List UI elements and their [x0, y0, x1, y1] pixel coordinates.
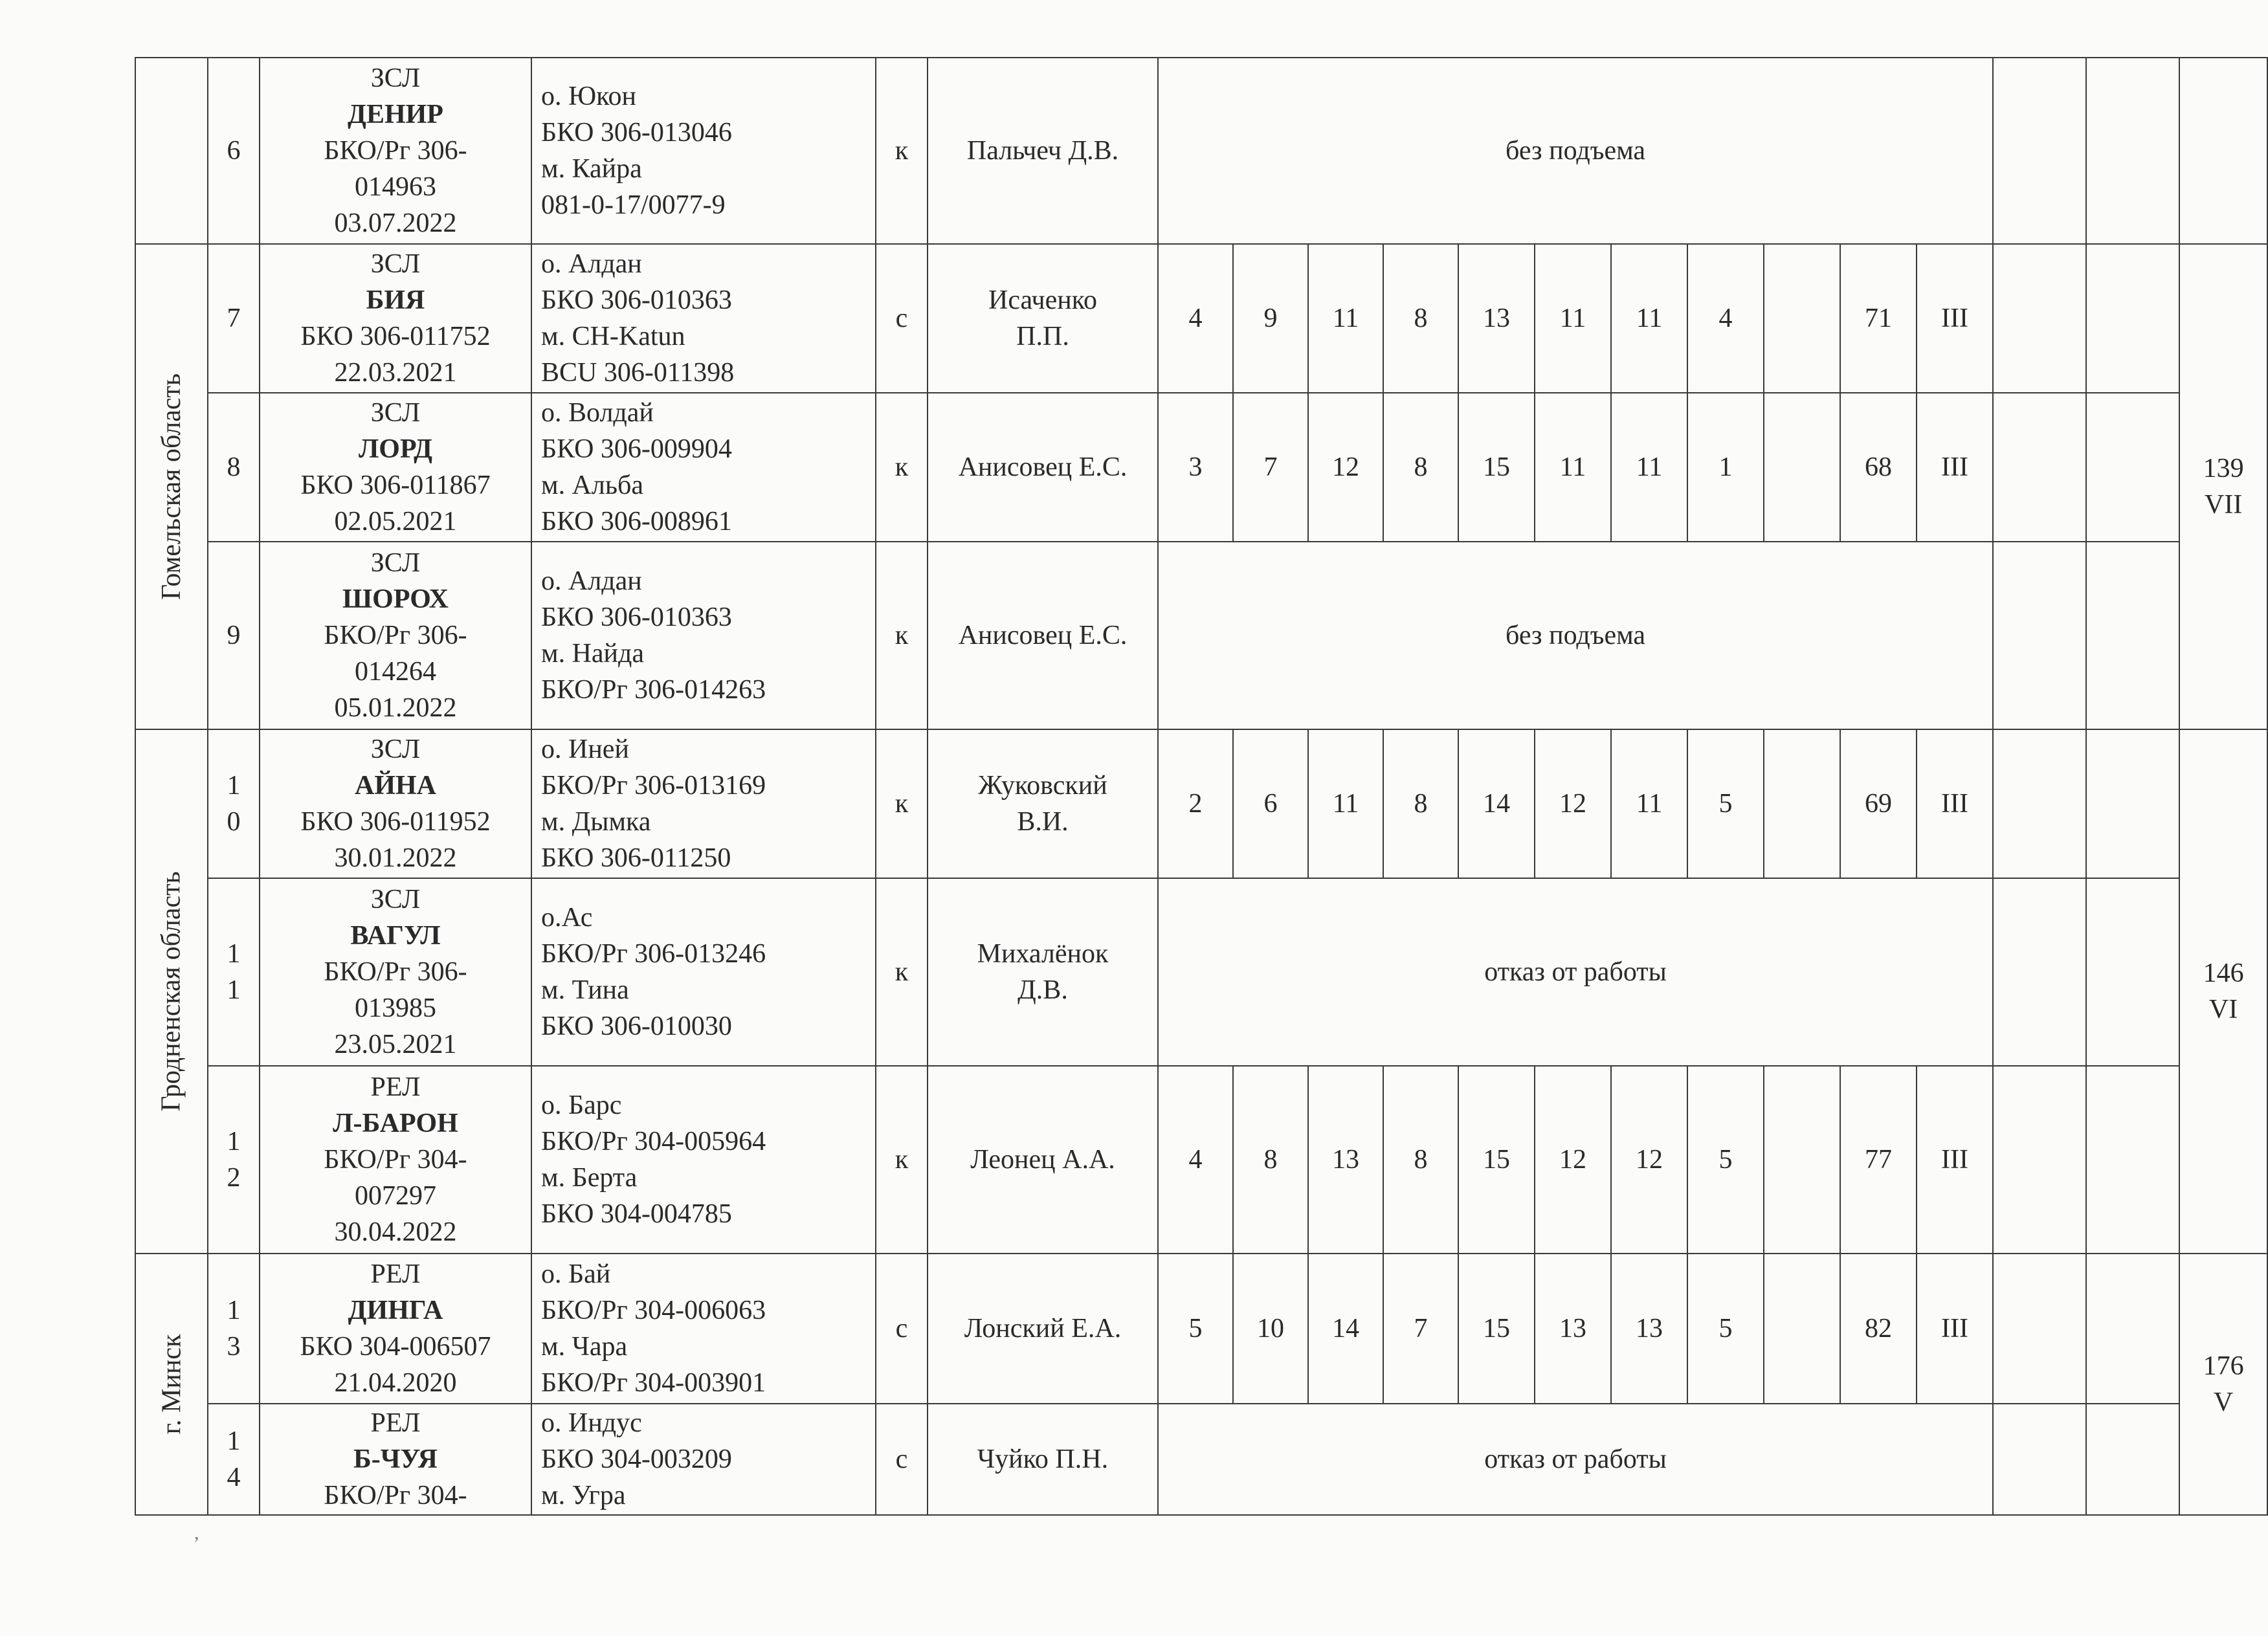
score-cell: 11 — [1308, 729, 1383, 878]
dog-name: Л-БАРОН — [333, 1109, 458, 1138]
score-cell: 14 — [1458, 729, 1535, 878]
blank-cell — [2086, 542, 2179, 729]
score-cell: 12 — [1535, 1066, 1611, 1254]
dog-birth-date: 21.04.2020 — [334, 1368, 457, 1398]
blank-cell — [1993, 393, 2086, 542]
dog-parents: о. Иней БКО/Рг 306-013169 м. Дымка БКО 306-011250 — [531, 729, 876, 878]
total-score: 82 — [1840, 1254, 1917, 1404]
region-label: Гомельская область — [157, 373, 187, 601]
score-cell: 1 — [1687, 393, 1764, 542]
dog-registration: БКО/Рг 306- 014963 — [324, 136, 467, 202]
score-cell: 10 — [1233, 1254, 1308, 1404]
dog-parents: о. Бай БКО/Рг 304-006063 м. Чара БКО/Рг 304-003901 — [531, 1254, 876, 1404]
score-cell: 11 — [1611, 393, 1687, 542]
score-cell: 9 — [1233, 244, 1308, 393]
dog-parents: о. Барс БКО/Рг 304-005964 м. Берта БКО 304-004785 — [531, 1066, 876, 1254]
dog-breed: РЕЛ — [370, 1259, 421, 1289]
owner-name: Исаченко П.П. — [928, 244, 1158, 393]
blank-cell — [1993, 878, 2086, 1066]
score-cell: 8 — [1383, 1066, 1458, 1254]
score-cell — [1764, 244, 1840, 393]
row-number: 1 4 — [208, 1404, 260, 1515]
dog-registration: БКО/Рг 304- 007297 — [324, 1145, 467, 1211]
dog-sex: к — [876, 58, 928, 244]
score-cell: 11 — [1535, 393, 1611, 542]
dog-info — [260, 1066, 531, 1254]
dog-info — [260, 393, 531, 542]
score-cell: 12 — [1611, 1066, 1687, 1254]
region-cell-empty — [135, 58, 208, 244]
dog-parents: о. Алдан БКО 306-010363 м. Найда БКО/Рг 306-014263 — [531, 542, 876, 729]
score-cell: 6 — [1233, 729, 1308, 878]
region-label: Гродненская область — [157, 871, 186, 1112]
blank-cell — [1993, 1254, 2086, 1404]
dog-name: БИЯ — [366, 285, 425, 315]
blank-cell — [1993, 1066, 2086, 1254]
dog-parents: о. Волдай БКО 306-009904 м. Альба БКО 306-008961 — [531, 393, 876, 542]
dog-breed: ЗСЛ — [370, 63, 421, 93]
score-cell: 11 — [1611, 244, 1687, 393]
region-label: г. Минск — [157, 1334, 186, 1435]
score-cell: 8 — [1383, 244, 1458, 393]
dog-breed: ЗСЛ — [370, 885, 421, 914]
owner-name: Пальчеч Д.В. — [928, 58, 1158, 244]
dog-name: ЛОРД — [358, 434, 433, 464]
table-row — [135, 1404, 2267, 1515]
dog-name: ДИНГА — [348, 1296, 443, 1325]
score-cell: 7 — [1383, 1254, 1458, 1404]
dog-breed: ЗСЛ — [370, 398, 421, 428]
score-cell: 5 — [1687, 1066, 1764, 1254]
score-cell: 3 — [1158, 393, 1233, 542]
dog-birth-date: 05.01.2022 — [334, 693, 457, 723]
owner-name: Михалёнок Д.В. — [928, 878, 1158, 1066]
dog-info — [260, 58, 531, 244]
owner-name: Анисовец Е.С. — [928, 393, 1158, 542]
score-cell: 5 — [1158, 1254, 1233, 1404]
score-cell: 4 — [1158, 1066, 1233, 1254]
row-number: 7 — [208, 244, 260, 393]
score-cell — [1764, 393, 1840, 542]
score-cell: 13 — [1611, 1254, 1687, 1404]
score-cell: 5 — [1687, 729, 1764, 878]
dog-birth-date: 30.01.2022 — [334, 843, 457, 873]
row-number: 1 3 — [208, 1254, 260, 1404]
dog-registration: БКО 306-011952 — [300, 807, 491, 837]
score-cell: 15 — [1458, 393, 1535, 542]
dog-sex: к — [876, 393, 928, 542]
dog-breed: ЗСЛ — [370, 548, 421, 578]
score-cell: 11 — [1308, 244, 1383, 393]
score-cell — [1764, 1066, 1840, 1254]
blank-cell — [1993, 1404, 2086, 1515]
dog-info — [260, 1404, 531, 1515]
dog-sex: к — [876, 729, 928, 878]
region-cell — [135, 729, 208, 1254]
owner-name: Чуйко П.Н. — [928, 1404, 1158, 1515]
table-row — [135, 58, 2267, 244]
total-score: 71 — [1840, 244, 1917, 393]
dog-birth-date: 23.05.2021 — [334, 1030, 457, 1059]
dog-sex: с — [876, 1254, 928, 1404]
score-cell: 8 — [1383, 729, 1458, 878]
dog-breed: РЕЛ — [370, 1408, 421, 1438]
dog-info — [260, 244, 531, 393]
blank-cell — [2086, 244, 2179, 393]
region-cell — [135, 244, 208, 729]
table-row — [135, 1254, 2267, 1404]
row-number: 8 — [208, 393, 260, 542]
total-score: 77 — [1840, 1066, 1917, 1254]
score-cell: 8 — [1383, 393, 1458, 542]
row-number: 9 — [208, 542, 260, 729]
blank-cell — [1993, 729, 2086, 878]
dog-sex: к — [876, 1066, 928, 1254]
score-cell: 13 — [1458, 244, 1535, 393]
result-note: отказ от работы — [1158, 1404, 1993, 1515]
dog-name: ДЕНИР — [348, 100, 443, 129]
score-cell: 4 — [1687, 244, 1764, 393]
dog-info — [260, 878, 531, 1066]
score-cell: 4 — [1158, 244, 1233, 393]
score-cell — [1764, 1254, 1840, 1404]
row-number: 1 0 — [208, 729, 260, 878]
dog-birth-date: 22.03.2021 — [334, 358, 457, 388]
score-cell: 11 — [1611, 729, 1687, 878]
score-cell: 12 — [1535, 729, 1611, 878]
blank-cell — [2086, 1404, 2179, 1515]
score-cell: 15 — [1458, 1254, 1535, 1404]
dog-info — [260, 542, 531, 729]
row-number: 1 2 — [208, 1066, 260, 1254]
dog-registration: БКО/Рг 306- 013985 — [324, 957, 467, 1023]
table-row — [135, 542, 2267, 729]
score-cell: 15 — [1458, 1066, 1535, 1254]
team-result: 146 VI — [2179, 729, 2267, 1254]
diploma-degree: III — [1917, 729, 1993, 878]
table-row — [135, 729, 2267, 878]
score-cell: 8 — [1233, 1066, 1308, 1254]
score-cell: 2 — [1158, 729, 1233, 878]
table-row — [135, 1066, 2267, 1254]
team-result: 176 V — [2179, 1254, 2267, 1515]
dog-registration: БКО/Рг 306- 014264 — [324, 621, 467, 687]
dog-name: Б-ЧУЯ — [353, 1444, 438, 1474]
team-result: 139 VII — [2179, 244, 2267, 729]
table-row — [135, 244, 2267, 393]
owner-name: Леонец А.А. — [928, 1066, 1158, 1254]
scan-speck: , — [194, 1522, 199, 1543]
blank-cell — [1993, 58, 2086, 244]
blank-cell — [1993, 244, 2086, 393]
owner-name: Анисовец Е.С. — [928, 542, 1158, 729]
dog-sex: с — [876, 244, 928, 393]
dog-parents: о. Индус БКО 304-003209 м. Угра — [531, 1404, 876, 1515]
score-cell — [1764, 729, 1840, 878]
dog-registration: БКО 306-011752 — [300, 322, 491, 351]
blank-cell — [2086, 878, 2179, 1066]
score-cell: 14 — [1308, 1254, 1383, 1404]
dog-info — [260, 1254, 531, 1404]
dog-sex: к — [876, 542, 928, 729]
blank-cell — [2086, 729, 2179, 878]
row-number: 6 — [208, 58, 260, 244]
dog-breed: ЗСЛ — [370, 249, 421, 279]
dog-sex: с — [876, 1404, 928, 1515]
dog-registration: БКО/Рг 304- — [324, 1481, 467, 1510]
table-row — [135, 393, 2267, 542]
dog-breed: ЗСЛ — [370, 735, 421, 764]
blank-cell — [2086, 1066, 2179, 1254]
dog-sex: к — [876, 878, 928, 1066]
diploma-degree: III — [1917, 1066, 1993, 1254]
score-cell: 12 — [1308, 393, 1383, 542]
dog-birth-date: 02.05.2021 — [334, 507, 457, 536]
dog-name: АЙНА — [355, 771, 436, 801]
diploma-degree: III — [1917, 1254, 1993, 1404]
dog-parents: о.Ас БКО/Рг 306-013246 м. Тина БКО 306-010030 — [531, 878, 876, 1066]
total-score: 69 — [1840, 729, 1917, 878]
dog-breed: РЕЛ — [370, 1072, 421, 1102]
table-row — [135, 878, 2267, 1066]
score-cell: 13 — [1535, 1254, 1611, 1404]
dog-birth-date: 03.07.2022 — [334, 208, 457, 238]
results-table — [135, 57, 2268, 1516]
result-note: без подъема — [1158, 58, 1993, 244]
team-result-empty — [2179, 58, 2267, 244]
blank-cell — [2086, 58, 2179, 244]
dog-info — [260, 729, 531, 878]
score-cell: 11 — [1535, 244, 1611, 393]
total-score: 68 — [1840, 393, 1917, 542]
dog-name: ШОРОХ — [342, 584, 449, 614]
dog-registration: БКО 306-011867 — [300, 470, 491, 500]
score-cell: 13 — [1308, 1066, 1383, 1254]
dog-registration: БКО 304-006507 — [300, 1332, 491, 1362]
score-cell: 5 — [1687, 1254, 1764, 1404]
diploma-degree: III — [1917, 393, 1993, 542]
owner-name: Жуковский В.И. — [928, 729, 1158, 878]
blank-cell — [2086, 393, 2179, 542]
owner-name: Лонский Е.А. — [928, 1254, 1158, 1404]
results-body — [135, 58, 2267, 1515]
diploma-degree: III — [1917, 244, 1993, 393]
region-cell — [135, 1254, 208, 1515]
result-note: отказ от работы — [1158, 878, 1993, 1066]
score-cell: 7 — [1233, 393, 1308, 542]
dog-parents: о. Юкон БКО 306-013046 м. Кайра 081-0-17/0077-9 — [531, 58, 876, 244]
blank-cell — [2086, 1254, 2179, 1404]
dog-name: ВАГУЛ — [350, 921, 441, 951]
blank-cell — [1993, 542, 2086, 729]
dog-parents: о. Алдан БКО 306-010363 м. CH-Katun BCU 306-011398 — [531, 244, 876, 393]
result-note: без подъема — [1158, 542, 1993, 729]
row-number: 1 1 — [208, 878, 260, 1066]
dog-birth-date: 30.04.2022 — [334, 1217, 457, 1247]
